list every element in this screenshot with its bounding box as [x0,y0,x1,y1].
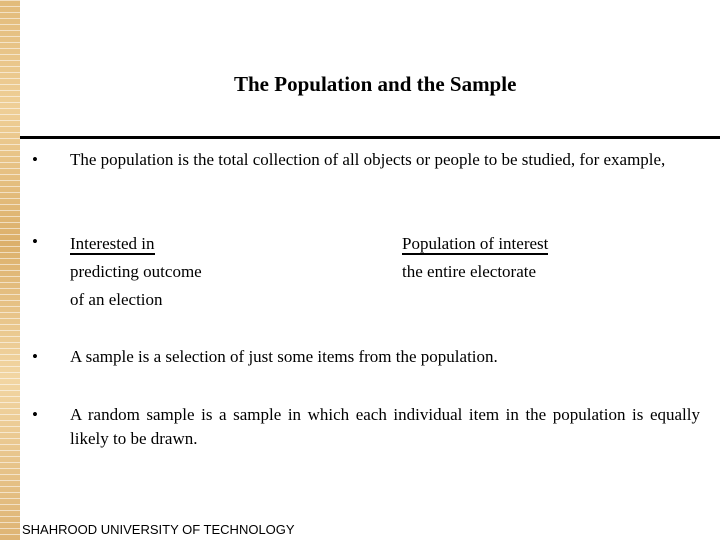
example-left-line: predicting outcome [70,262,202,281]
example-heading-right: Population of interest [402,234,549,253]
bullet-population-definition [32,148,682,198]
decorative-side-strip [0,0,20,540]
example-left-column [70,230,202,314]
bullet-text: A sample is a selection of just some items from the population. [70,347,498,366]
example-right-line: the entire electorate [402,262,537,281]
example-heading-left: Interested in [70,234,155,253]
bullet-text: A random sample is a sample in which each individual item in the population is equally likely to be drawn. [70,405,700,448]
bullet-random-sample-definition [32,403,700,453]
bullet-icon: • [32,232,38,251]
bullet-icon: • [32,347,38,366]
example-left-line: of an election [70,290,163,309]
example-right-column [402,230,548,286]
bullet-election-example [32,230,682,314]
bullet-text: The population is the total collection of all objects or people to be studied, for example, [70,150,666,169]
bullet-icon: • [32,405,38,424]
bullet-sample-definition [32,345,682,371]
title-divider [20,136,720,139]
slide-title: The Population and the Sample [234,72,517,96]
bullet-icon: • [32,150,38,169]
footer-institution: SHAHROOD UNIVERSITY OF TECHNOLOGY [22,522,295,537]
